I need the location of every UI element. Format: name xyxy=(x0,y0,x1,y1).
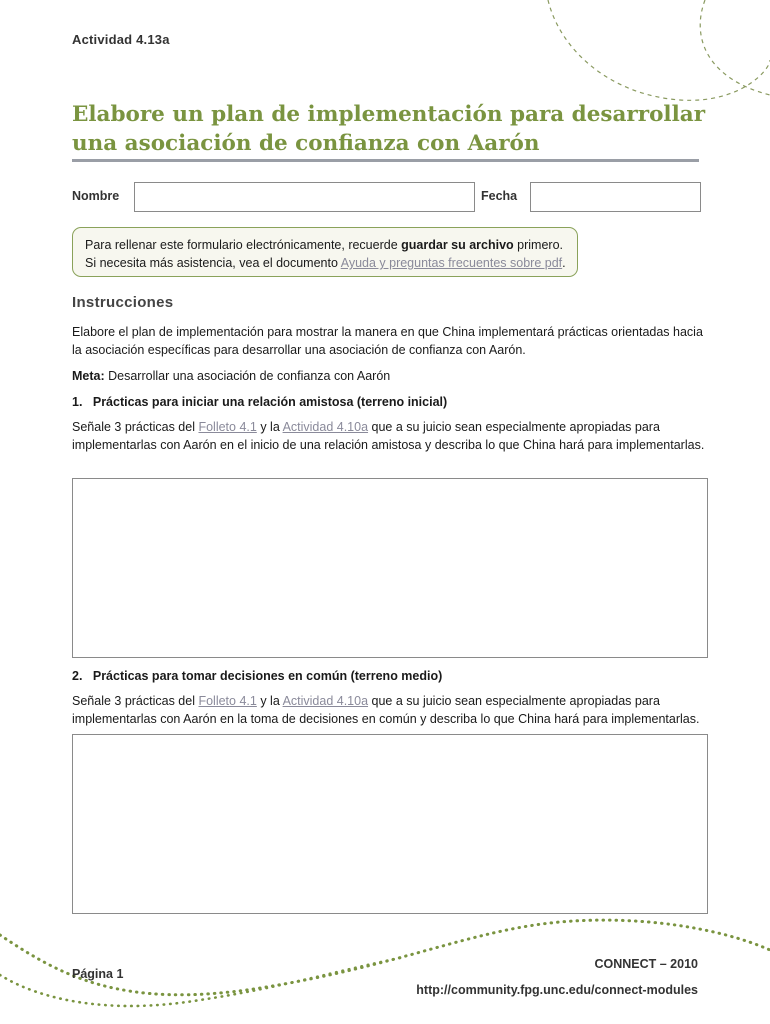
goal-text: Desarrollar una asociación de confianza con Aarón xyxy=(104,369,391,383)
notice-emphasis: guardar su archivo xyxy=(401,238,514,252)
section-2-title: Prácticas para tomar decisiones en común (terreno medio) xyxy=(92,669,443,683)
section-2-text xyxy=(72,692,712,728)
name-label: Nombre xyxy=(72,189,120,203)
page-title xyxy=(72,100,712,158)
activity-label: Actividad 4.13a xyxy=(72,32,170,47)
section-2-text-mid: y la xyxy=(256,694,283,708)
footer-url: http://community.fpg.unc.edu/connect-modules xyxy=(416,983,698,997)
folleto-4-1-link[interactable]: Folleto 4.1 xyxy=(198,420,257,434)
footer-brand: CONNECT – 2010 xyxy=(594,957,698,971)
section-2-number: 2. xyxy=(72,669,83,683)
notice-text: Para rellenar este formulario electrónicamente, recuerde xyxy=(85,238,402,252)
actividad-4-10a-link[interactable]: Actividad 4.10a xyxy=(282,694,369,708)
section-2-heading xyxy=(72,667,712,685)
section-1-text-post: que a su juicio sean especialmente apropiadas para implementarlas con Aarón en el inicio de una relación amistosa y describa lo que China hará para implementarlas. xyxy=(72,420,705,452)
notice-text: Si necesita más asistencia, vea el documento xyxy=(85,256,341,270)
section-2-text-pre: Señale 3 prácticas del xyxy=(72,694,199,708)
section-1-heading xyxy=(72,393,712,411)
title-line-2: una asociación de confianza con Aarón xyxy=(72,131,540,156)
page-number: Página 1 xyxy=(72,967,124,981)
section-1-answer-box[interactable] xyxy=(72,478,708,658)
notice-text: . xyxy=(562,256,566,270)
section-2-answer-box[interactable] xyxy=(72,734,708,914)
notice-line-2 xyxy=(85,256,566,270)
actividad-4-10a-link[interactable]: Actividad 4.10a xyxy=(282,420,369,434)
notice-line-1 xyxy=(85,238,563,252)
pdf-help-link[interactable]: Ayuda y preguntas frecuentes sobre pdf xyxy=(340,256,563,270)
folleto-4-1-link[interactable]: Folleto 4.1 xyxy=(198,694,257,708)
section-1-text-pre: Señale 3 prácticas del xyxy=(72,420,199,434)
save-file-notice xyxy=(72,227,578,277)
top-dashed-circle xyxy=(548,0,770,100)
section-2-text-post: que a su juicio sean especialmente apropiadas para implementarlas con Aarón en la toma de decisiones en común y describa lo que China hará para implementarlas. xyxy=(72,694,700,726)
section-1-title: Prácticas para iniciar una relación amistosa (terreno inicial) xyxy=(92,395,448,409)
date-field[interactable] xyxy=(530,182,701,212)
title-line-1: Elabore un plan de implementación para desarrollar xyxy=(72,102,706,127)
goal-label: Meta: xyxy=(72,369,105,383)
name-field[interactable] xyxy=(134,182,475,212)
section-1-text xyxy=(72,418,712,454)
section-1-text-mid: y la xyxy=(256,420,283,434)
top-dashed-arc-right xyxy=(700,0,770,95)
instructions-heading: Instrucciones xyxy=(72,294,174,311)
section-1-number: 1. xyxy=(72,395,83,409)
bottom-dotted-wave-lower xyxy=(0,958,400,1006)
instructions-intro: Elabore el plan de implementación para mostrar la manera en que China implementará prácticas orientadas hacia la asociación específicas para desarrollar una asociación de confianza con Aarón. xyxy=(72,325,703,357)
title-divider xyxy=(72,159,699,162)
goal-statement xyxy=(72,367,712,385)
date-label: Fecha xyxy=(481,189,518,203)
notice-text: primero. xyxy=(513,238,564,252)
